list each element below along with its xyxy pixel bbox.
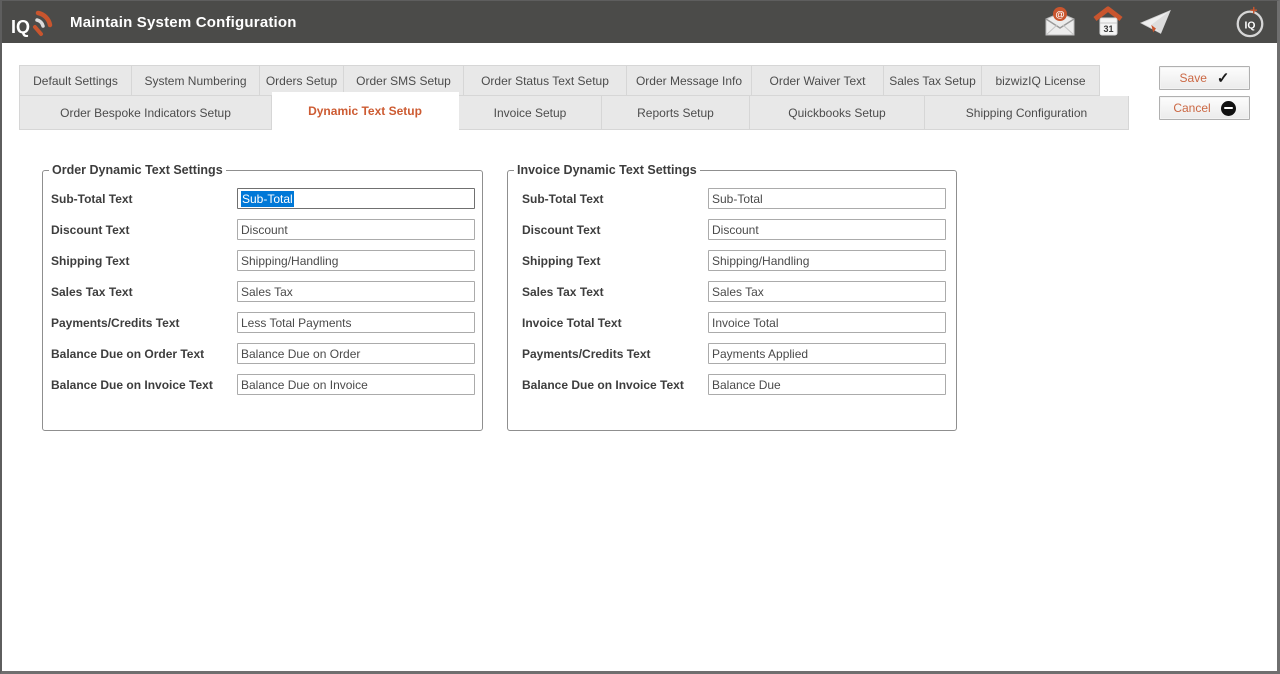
shipping-text-label: Shipping Text <box>522 253 601 268</box>
calendar-icon[interactable] <box>1090 5 1126 39</box>
tab-bizwiziq-license[interactable]: bizwizIQ License <box>982 65 1100 96</box>
order-shipping-input[interactable] <box>237 250 475 271</box>
order-balance-due-on-invoice-input[interactable] <box>237 374 475 395</box>
svg-text:IQ: IQ <box>1244 20 1256 32</box>
save-button[interactable] <box>1159 66 1250 90</box>
order-payments-credits-input[interactable] <box>237 312 475 333</box>
field-row <box>508 214 956 245</box>
checkmark-icon: ✓ <box>1216 69 1230 87</box>
invoice-total-input[interactable] <box>708 312 946 333</box>
cancel-button-label: Cancel <box>1173 101 1211 115</box>
order-discount-input[interactable] <box>237 219 475 240</box>
shipping-text-label: Shipping Text <box>51 253 130 268</box>
field-row <box>43 307 482 338</box>
payments-credits-text-label: Payments/Credits Text <box>522 346 651 361</box>
order-balance-due-on-order-input[interactable] <box>237 343 475 364</box>
invoice-discount-input[interactable] <box>708 219 946 240</box>
sub-total-text-label: Sub-Total Text <box>522 191 604 206</box>
field-row <box>508 245 956 276</box>
field-row <box>508 276 956 307</box>
send-icon[interactable] <box>1138 5 1174 39</box>
svg-text:IQ: IQ <box>11 17 31 37</box>
balance-due-on-invoice-text-label: Balance Due on Invoice Text <box>522 377 684 392</box>
field-row <box>508 183 956 214</box>
tab-order-bespoke-indicators-setup[interactable]: Order Bespoke Indicators Setup <box>19 96 272 130</box>
field-row <box>43 183 482 214</box>
invoice-group-title: Invoice Dynamic Text Settings <box>517 163 697 177</box>
save-button-label: Save <box>1179 71 1207 85</box>
no-entry-icon <box>1221 101 1236 116</box>
payments-credits-text-label: Payments/Credits Text <box>51 315 180 330</box>
tab-order-message-info[interactable]: Order Message Info <box>627 65 752 96</box>
title-bar <box>0 1 1280 43</box>
header-icon-group <box>1042 5 1280 39</box>
sales-tax-text-label: Sales Tax Text <box>51 284 133 299</box>
discount-text-label: Discount Text <box>51 222 130 237</box>
svg-text:@: @ <box>1055 9 1065 21</box>
tab-sales-tax-setup[interactable]: Sales Tax Setup <box>884 65 982 96</box>
iq-plus-icon[interactable] <box>1232 5 1268 39</box>
tab-system-numbering[interactable]: System Numbering <box>132 65 260 96</box>
tab-row-2 <box>19 96 1131 130</box>
invoice-total-text-label: Invoice Total Text <box>522 315 622 330</box>
field-row <box>508 338 956 369</box>
email-icon[interactable] <box>1042 5 1078 39</box>
window-title: Maintain System Configuration <box>70 13 297 31</box>
tab-order-status-text-setup[interactable]: Order Status Text Setup <box>464 65 627 96</box>
invoice-balance-due-input[interactable] <box>708 374 946 395</box>
invoice-shipping-input[interactable] <box>708 250 946 271</box>
invoice-payments-credits-input[interactable] <box>708 343 946 364</box>
balance-due-on-invoice-text-label: Balance Due on Invoice Text <box>51 377 213 392</box>
tab-default-settings[interactable]: Default Settings <box>19 65 132 96</box>
sub-total-text-label: Sub-Total Text <box>51 191 133 206</box>
tab-orders-setup[interactable]: Orders Setup <box>260 65 344 96</box>
discount-text-label: Discount Text <box>522 222 601 237</box>
order-group-title: Order Dynamic Text Settings <box>52 163 223 177</box>
invoice-sales-tax-input[interactable] <box>708 281 946 302</box>
tab-reports-setup[interactable]: Reports Setup <box>602 96 750 130</box>
app-logo-icon <box>8 3 56 41</box>
tab-invoice-setup[interactable]: Invoice Setup <box>459 96 602 130</box>
field-row <box>43 276 482 307</box>
invoice-dynamic-text-settings-group <box>507 163 957 431</box>
tab-shipping-configuration[interactable]: Shipping Configuration <box>925 96 1129 130</box>
tab-dynamic-text-setup[interactable]: Dynamic Text Setup <box>272 92 459 130</box>
settings-tab-strip <box>19 65 1131 130</box>
tab-row-1 <box>19 65 1131 96</box>
field-row <box>43 338 482 369</box>
balance-due-on-order-text-label: Balance Due on Order Text <box>51 346 205 361</box>
tab-quickbooks-setup[interactable]: Quickbooks Setup <box>750 96 925 130</box>
calendar-day: 31 <box>1103 24 1114 34</box>
sales-tax-text-label: Sales Tax Text <box>522 284 604 299</box>
field-row <box>508 307 956 338</box>
tab-order-sms-setup[interactable]: Order SMS Setup <box>344 65 464 96</box>
field-row <box>43 214 482 245</box>
svg-text:+: + <box>1249 5 1258 18</box>
field-row <box>43 369 482 400</box>
invoice-sub-total-input[interactable] <box>708 188 946 209</box>
tab-order-waiver-text[interactable]: Order Waiver Text <box>752 65 884 96</box>
field-row <box>508 369 956 400</box>
order-dynamic-text-settings-group <box>42 163 483 431</box>
order-sub-total-input[interactable]: Sub-Total <box>237 188 475 209</box>
order-sales-tax-input[interactable] <box>237 281 475 302</box>
field-row <box>43 245 482 276</box>
cancel-button[interactable] <box>1159 96 1250 120</box>
